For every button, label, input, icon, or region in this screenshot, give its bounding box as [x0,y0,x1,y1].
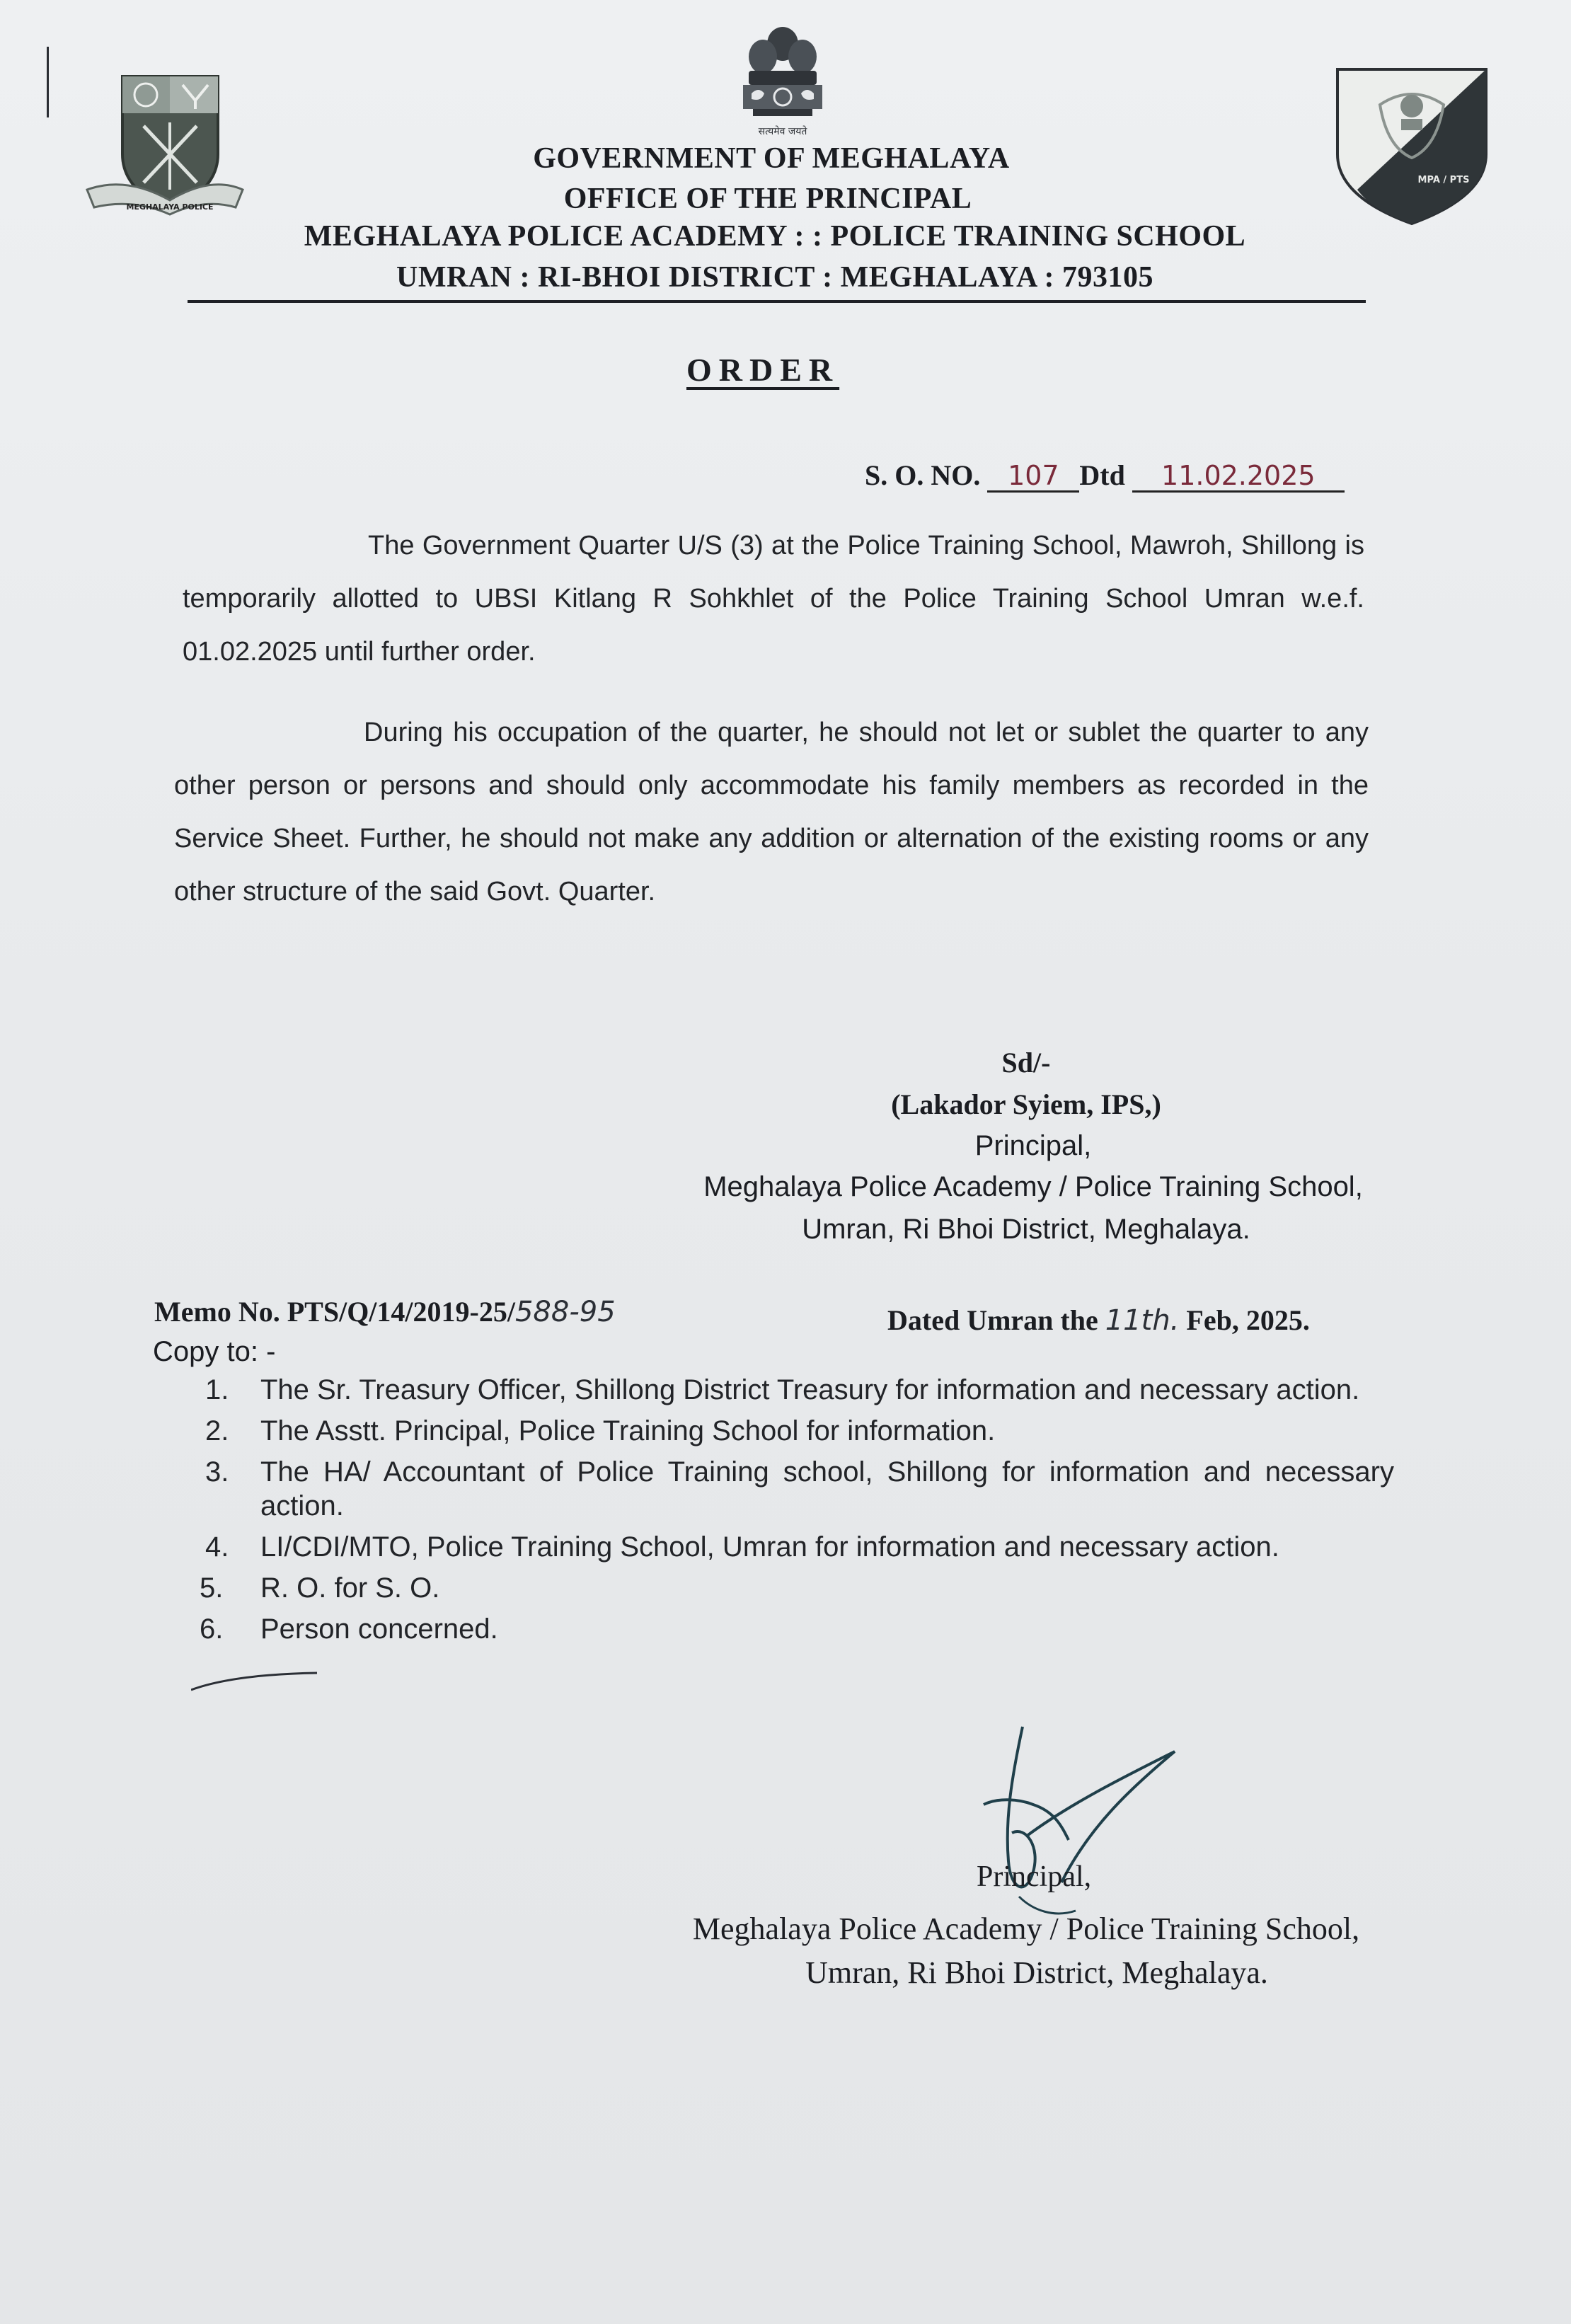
tick-mark-icon [191,1667,318,1696]
dated-day-handwritten: 11th. [1105,1304,1180,1337]
order-title: ORDER [686,352,840,388]
header-academy: MEGHALAYA POLICE ACADEMY : : POLICE TRAINING SCHOOL [304,220,1246,253]
list-item: 6. Person concerned. [200,1613,498,1645]
memo-label: Memo No. PTS/Q/14/2019-25/ [154,1296,515,1328]
list-item: 5. R. O. for S. O. [200,1572,440,1604]
header-office: OFFICE OF THE PRINCIPAL [563,183,972,215]
signatory-address: Umran, Ri Bhoi District, Meghalaya. [802,1214,1250,1245]
national-emblem-icon [733,20,832,142]
final-signatory-title: Principal, [977,1860,1092,1893]
list-item: 3. The HA/ Accountant of Police Training school, Shillong for information and necessary action. [205,1456,1394,1521]
body-paragraph-allotment: The Government Quarter U/S (3) at the Police Training School, Mawroh, Shillong is temporarily allotted to UBSI Kitlang R Sohkhlet of the Police Training School Umran w.e.f. 01.02.2025 until further order. [183,531,1364,667]
dated-prefix: Dated Umran the [887,1304,1098,1336]
copy-list [200,1373,1394,1653]
dated-suffix: Feb, 2025. [1186,1304,1310,1336]
handwritten-signature-icon [920,1720,1217,1925]
signatory-title: Principal, [974,1130,1092,1161]
header-rule [188,300,1366,303]
list-item: 2. The Asstt. Principal, Police Training School for information. [205,1415,996,1446]
margin-mark [47,47,49,117]
header-government: GOVERNMENT OF MEGHALAYA [533,142,1010,175]
sd-mark: Sd/- [1001,1047,1051,1078]
copy-to-label: Copy to: - [153,1336,276,1367]
memo-number [154,1295,616,1328]
so-number-handwritten: 107 [1008,460,1059,491]
svg-text:सत्यमेव जयते: सत्यमेव जयते [758,126,807,137]
signatory-org: Meghalaya Police Academy / Police Training School, [703,1171,1363,1202]
final-signatory-address: Umran, Ri Bhoi District, Meghalaya. [805,1955,1268,1990]
header-address: UMRAN : RI-BHOI DISTRICT : MEGHALAYA : 793105 [396,261,1153,294]
list-item: 4. LI/CDI/MTO, Police Training School, Umran for information and necessary action. [205,1531,1279,1563]
memo-date [887,1304,1310,1337]
dtd-handwritten: 11.02.2025 [1161,460,1316,491]
memo-number-handwritten: 588-95 [514,1296,616,1328]
so-label: S. O. NO. [865,459,981,491]
svg-text:MEGHALAYA POLICE: MEGHALAYA POLICE [126,202,214,212]
so-number-line [865,459,1345,493]
signatory-name: (Lakador Syiem, IPS,) [891,1088,1161,1120]
svg-text:MPA / PTS: MPA / PTS [1417,175,1470,185]
list-item: 1. The Sr. Treasury Officer, Shillong District Treasury for information and necessary action. [205,1374,1360,1405]
final-signatory-org: Meghalaya Police Academy / Police Training School, [692,1911,1360,1946]
body-paragraph-conditions: During his occupation of the quarter, he should not let or sublet the quarter to any other person or persons and should only accommodate his family members as recorded in the Service Sheet. Further, he should not make any addition or alternation of the existing rooms or any other structure of the said Govt. Quarter. [174,718,1369,907]
dtd-label: Dtd [1079,459,1125,491]
